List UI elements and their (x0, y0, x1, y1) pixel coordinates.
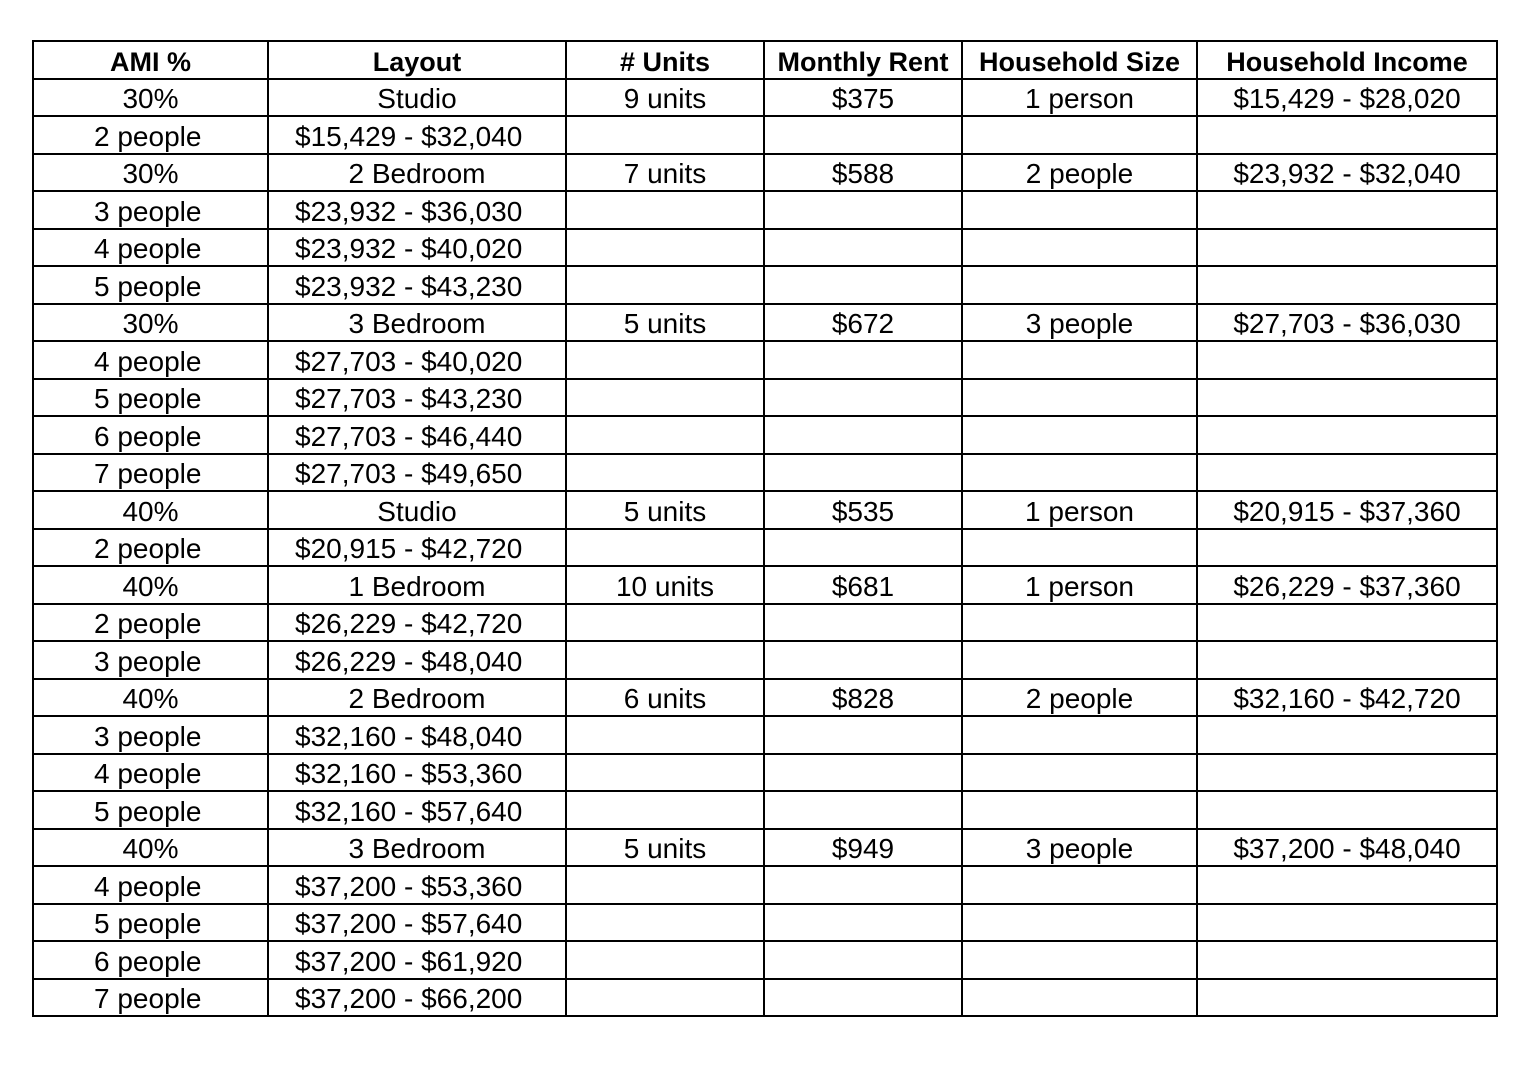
table-row (33, 491, 1497, 529)
cell-monthly-rent: $681 (764, 566, 962, 604)
cell-layout: $32,160 - $48,040 (268, 716, 566, 754)
cell-monthly-rent (764, 604, 962, 642)
cell-units (566, 941, 764, 979)
cell-units: 5 units (566, 304, 764, 342)
header-row (33, 41, 1497, 79)
cell-household-size: 2 people (962, 154, 1197, 192)
table-row (33, 229, 1497, 267)
cell-household-income: $20,915 - $37,360 (1197, 491, 1497, 529)
cell-household-size (962, 641, 1197, 679)
cell-monthly-rent: $672 (764, 304, 962, 342)
cell-units: 6 units (566, 679, 764, 717)
table-row (33, 191, 1497, 229)
table-row (33, 791, 1497, 829)
cell-household-size: 2 people (962, 679, 1197, 717)
cell-units (566, 529, 764, 567)
table-row (33, 154, 1497, 192)
cell-units (566, 979, 764, 1017)
cell-household-size (962, 716, 1197, 754)
table-row (33, 941, 1497, 979)
cell-household-size (962, 116, 1197, 154)
cell-ami: 40% (33, 679, 268, 717)
cell-layout: $27,703 - $40,020 (268, 341, 566, 379)
cell-ami: 6 people (33, 416, 268, 454)
cell-layout: $15,429 - $32,040 (268, 116, 566, 154)
cell-layout: $37,200 - $53,360 (268, 866, 566, 904)
cell-household-income: $23,932 - $32,040 (1197, 154, 1497, 192)
cell-household-income: $27,703 - $36,030 (1197, 304, 1497, 342)
cell-monthly-rent: $588 (764, 154, 962, 192)
cell-ami: 6 people (33, 941, 268, 979)
header-layout: Layout (268, 41, 566, 79)
cell-monthly-rent (764, 454, 962, 492)
cell-monthly-rent (764, 866, 962, 904)
header-units: # Units (566, 41, 764, 79)
cell-household-income: $37,200 - $48,040 (1197, 829, 1497, 867)
cell-household-size (962, 791, 1197, 829)
cell-household-income (1197, 866, 1497, 904)
cell-household-income: $15,429 - $28,020 (1197, 79, 1497, 117)
table-row (33, 116, 1497, 154)
cell-household-income (1197, 416, 1497, 454)
table-row (33, 716, 1497, 754)
cell-ami: 4 people (33, 341, 268, 379)
cell-household-size (962, 604, 1197, 642)
cell-units (566, 229, 764, 267)
table-row (33, 866, 1497, 904)
cell-layout: $37,200 - $57,640 (268, 904, 566, 942)
cell-layout: 2 Bedroom (268, 679, 566, 717)
table-row (33, 266, 1497, 304)
cell-household-income (1197, 229, 1497, 267)
cell-layout: Studio (268, 491, 566, 529)
cell-layout: 3 Bedroom (268, 304, 566, 342)
table-row (33, 979, 1497, 1017)
cell-monthly-rent (764, 904, 962, 942)
cell-layout: $27,703 - $43,230 (268, 379, 566, 417)
cell-household-income (1197, 341, 1497, 379)
cell-units (566, 341, 764, 379)
cell-household-size (962, 416, 1197, 454)
cell-monthly-rent (764, 416, 962, 454)
cell-ami: 3 people (33, 641, 268, 679)
cell-household-income (1197, 191, 1497, 229)
table-row (33, 304, 1497, 342)
cell-household-income (1197, 116, 1497, 154)
cell-household-income (1197, 529, 1497, 567)
cell-layout: $27,703 - $46,440 (268, 416, 566, 454)
cell-household-size (962, 266, 1197, 304)
table-row (33, 566, 1497, 604)
cell-ami: 2 people (33, 604, 268, 642)
cell-units (566, 604, 764, 642)
cell-units (566, 454, 764, 492)
cell-household-income (1197, 604, 1497, 642)
cell-household-size (962, 454, 1197, 492)
cell-ami: 4 people (33, 754, 268, 792)
cell-household-income (1197, 979, 1497, 1017)
cell-ami: 7 people (33, 979, 268, 1017)
cell-layout: 2 Bedroom (268, 154, 566, 192)
cell-household-income (1197, 379, 1497, 417)
cell-monthly-rent: $828 (764, 679, 962, 717)
cell-ami: 40% (33, 566, 268, 604)
table-row (33, 416, 1497, 454)
cell-ami: 3 people (33, 716, 268, 754)
cell-layout: $23,932 - $40,020 (268, 229, 566, 267)
cell-layout: $23,932 - $43,230 (268, 266, 566, 304)
cell-units: 10 units (566, 566, 764, 604)
cell-layout: $20,915 - $42,720 (268, 529, 566, 567)
cell-units (566, 641, 764, 679)
cell-household-size: 3 people (962, 829, 1197, 867)
cell-ami: 7 people (33, 454, 268, 492)
header-household-size: Household Size (962, 41, 1197, 79)
cell-units (566, 379, 764, 417)
cell-layout: $32,160 - $57,640 (268, 791, 566, 829)
cell-household-income (1197, 904, 1497, 942)
cell-layout: Studio (268, 79, 566, 117)
table-body (33, 79, 1497, 1017)
table-row (33, 904, 1497, 942)
cell-household-income (1197, 641, 1497, 679)
cell-monthly-rent (764, 791, 962, 829)
cell-ami: 2 people (33, 116, 268, 154)
cell-household-income (1197, 941, 1497, 979)
cell-ami: 2 people (33, 529, 268, 567)
cell-monthly-rent: $949 (764, 829, 962, 867)
cell-layout: $26,229 - $48,040 (268, 641, 566, 679)
cell-household-size (962, 941, 1197, 979)
cell-layout: $26,229 - $42,720 (268, 604, 566, 642)
cell-units: 5 units (566, 491, 764, 529)
header-ami: AMI % (33, 41, 268, 79)
cell-monthly-rent (764, 754, 962, 792)
cell-monthly-rent (764, 716, 962, 754)
cell-ami: 40% (33, 829, 268, 867)
cell-ami: 4 people (33, 229, 268, 267)
cell-units (566, 791, 764, 829)
cell-household-size: 1 person (962, 491, 1197, 529)
cell-household-income (1197, 716, 1497, 754)
cell-household-income (1197, 454, 1497, 492)
cell-household-income (1197, 266, 1497, 304)
cell-household-size: 1 person (962, 566, 1197, 604)
cell-monthly-rent (764, 379, 962, 417)
cell-units (566, 716, 764, 754)
cell-ami: 30% (33, 79, 268, 117)
cell-household-income (1197, 791, 1497, 829)
cell-household-income: $26,229 - $37,360 (1197, 566, 1497, 604)
cell-monthly-rent (764, 341, 962, 379)
table-row (33, 641, 1497, 679)
cell-monthly-rent: $375 (764, 79, 962, 117)
cell-household-size: 3 people (962, 304, 1197, 342)
header-household-income: Household Income (1197, 41, 1497, 79)
table-row (33, 679, 1497, 717)
cell-monthly-rent (764, 116, 962, 154)
cell-layout: $32,160 - $53,360 (268, 754, 566, 792)
cell-units: 9 units (566, 79, 764, 117)
cell-units (566, 191, 764, 229)
cell-units (566, 116, 764, 154)
cell-household-size (962, 529, 1197, 567)
cell-units (566, 416, 764, 454)
cell-monthly-rent: $535 (764, 491, 962, 529)
table-row (33, 379, 1497, 417)
cell-ami: 3 people (33, 191, 268, 229)
cell-ami: 30% (33, 304, 268, 342)
table-row (33, 754, 1497, 792)
table-row (33, 454, 1497, 492)
cell-monthly-rent (764, 529, 962, 567)
cell-units: 5 units (566, 829, 764, 867)
cell-ami: 5 people (33, 266, 268, 304)
cell-units (566, 866, 764, 904)
table-row (33, 341, 1497, 379)
cell-layout: $37,200 - $66,200 (268, 979, 566, 1017)
cell-layout: 1 Bedroom (268, 566, 566, 604)
cell-layout: 3 Bedroom (268, 829, 566, 867)
cell-ami: 4 people (33, 866, 268, 904)
cell-units (566, 266, 764, 304)
header-monthly-rent: Monthly Rent (764, 41, 962, 79)
cell-monthly-rent (764, 229, 962, 267)
table-row (33, 79, 1497, 117)
cell-monthly-rent (764, 191, 962, 229)
cell-household-size (962, 341, 1197, 379)
cell-units (566, 754, 764, 792)
table-row (33, 604, 1497, 642)
cell-monthly-rent (764, 266, 962, 304)
rent-income-table (32, 40, 1498, 1017)
table-row (33, 529, 1497, 567)
cell-ami: 5 people (33, 791, 268, 829)
cell-monthly-rent (764, 641, 962, 679)
cell-monthly-rent (764, 979, 962, 1017)
cell-household-size (962, 379, 1197, 417)
cell-ami: 30% (33, 154, 268, 192)
cell-household-income (1197, 754, 1497, 792)
cell-ami: 40% (33, 491, 268, 529)
cell-ami: 5 people (33, 904, 268, 942)
table-row (33, 829, 1497, 867)
cell-layout: $23,932 - $36,030 (268, 191, 566, 229)
cell-ami: 5 people (33, 379, 268, 417)
cell-layout: $37,200 - $61,920 (268, 941, 566, 979)
cell-household-size: 1 person (962, 79, 1197, 117)
cell-units: 7 units (566, 154, 764, 192)
cell-household-size (962, 904, 1197, 942)
cell-layout: $27,703 - $49,650 (268, 454, 566, 492)
cell-household-size (962, 979, 1197, 1017)
cell-units (566, 904, 764, 942)
cell-household-size (962, 229, 1197, 267)
cell-household-income: $32,160 - $42,720 (1197, 679, 1497, 717)
cell-household-size (962, 191, 1197, 229)
table-header (33, 41, 1497, 79)
cell-household-size (962, 866, 1197, 904)
cell-monthly-rent (764, 941, 962, 979)
cell-household-size (962, 754, 1197, 792)
